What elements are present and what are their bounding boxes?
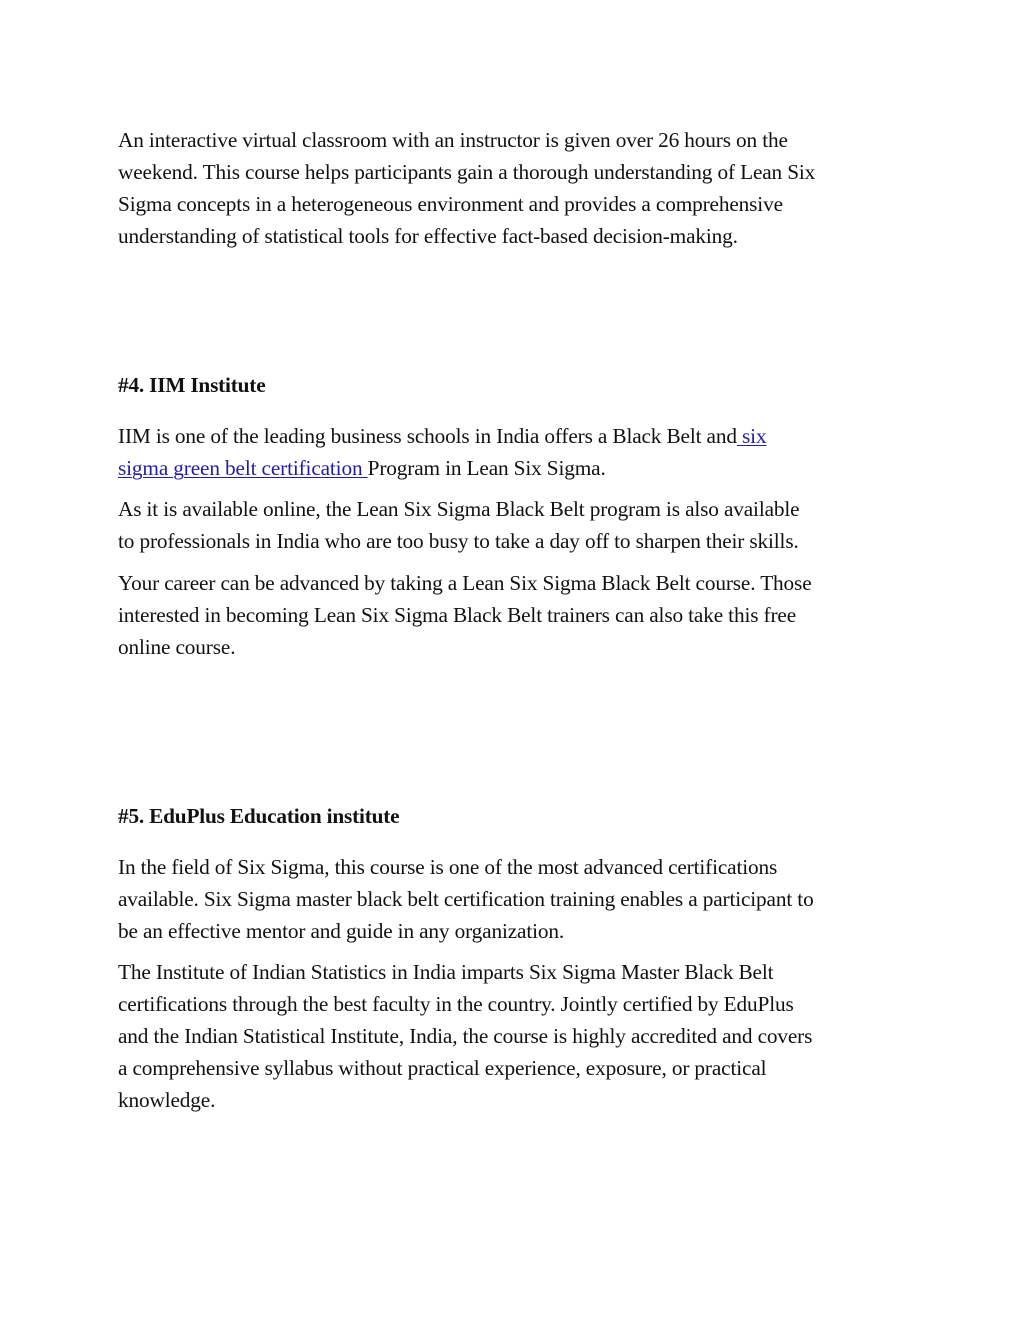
text-line: and the Indian Statistical Institute, India, the course is highly accredited and covers [118,1024,813,1048]
text-line: understanding of statistical tools for effective fact-based decision-making. [118,224,738,248]
text-line: a comprehensive syllabus without practical experience, exposure, or practical [118,1056,767,1080]
six-sigma-green-belt-link-cont[interactable]: sigma green belt certification [118,456,368,480]
text-line: In the field of Six Sigma, this course is one of the most advanced certifications [118,855,778,879]
text-line: knowledge. [118,1088,216,1112]
eduplus-paragraph-2 [118,956,908,1116]
text-line: weekend. This course helps participants gain a thorough understanding of Lean Six [118,160,816,184]
text-line: available. Six Sigma master black belt certification training enables a participant to [118,887,814,911]
iim-paragraph-3 [118,567,908,663]
text-span: IIM is one of the leading business schools in India offers a Black Belt and [118,424,737,448]
iim-paragraph-2 [118,493,908,557]
six-sigma-green-belt-link[interactable]: six [736,424,767,448]
section-heading-eduplus: #5. EduPlus Education institute [118,804,400,828]
text-line: certifications through the best faculty in the country. Jointly certified by EduPlus [118,992,794,1016]
text-line: Your career can be advanced by taking a Lean Six Sigma Black Belt course. Those [118,571,812,595]
text-line [118,452,908,484]
text-line: interested in becoming Lean Six Sigma Black Belt trainers can also take this free [118,603,797,627]
text-line: The Institute of Indian Statistics in India imparts Six Sigma Master Black Belt [118,960,774,984]
iim-paragraph-1 [118,420,908,484]
eduplus-paragraph-1 [118,851,908,947]
text-line: be an effective mentor and guide in any organization. [118,919,565,943]
section-heading-iim: #4. IIM Institute [118,373,266,397]
text-line: As it is available online, the Lean Six Sigma Black Belt program is also available [118,497,800,521]
text-line: online course. [118,635,236,659]
intro-paragraph [118,124,908,252]
text-line [118,420,908,452]
text-span: Program in Lean Six Sigma. [367,456,606,480]
text-line: to professionals in India who are too busy to take a day off to sharpen their skills. [118,529,799,553]
text-line: An interactive virtual classroom with an instructor is given over 26 hours on the [118,128,788,152]
text-line: Sigma concepts in a heterogeneous environment and provides a comprehensive [118,192,783,216]
